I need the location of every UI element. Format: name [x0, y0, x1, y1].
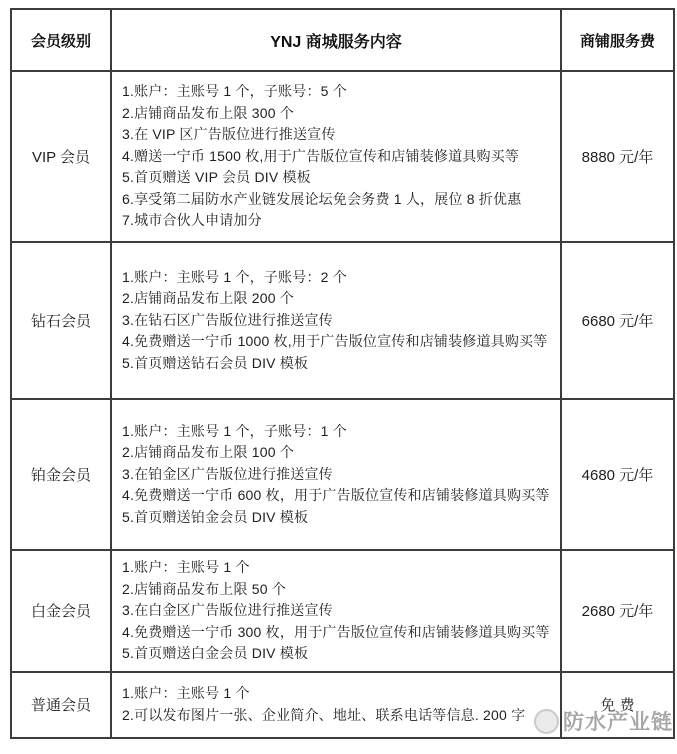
service-line: 5.首页赠送 VIP 会员 DIV 模板 — [122, 169, 311, 186]
fee-value: 4680 元/年 — [561, 399, 674, 550]
services-cell — [111, 399, 561, 550]
service-line: 4.免费赠送一宁币 600 枚，用于广告版位宣传和店铺装修道具购买等 — [122, 487, 550, 504]
service-line: 2.可以发布图片一张、企业简介、地址、联系电话等信息. 200 字 — [122, 706, 526, 723]
service-line: 1.账户：主账号 1 个，子账号：1 个 — [122, 422, 347, 439]
service-line: 2.店铺商品发布上限 50 个 — [122, 580, 287, 597]
services-cell — [111, 550, 561, 672]
member-level-label: 铂金会员 — [11, 399, 111, 550]
service-line: 6.享受第二届防水产业链发展论坛免会务费 1 人，展位 8 折优惠 — [122, 190, 522, 207]
table-row-regular — [11, 672, 674, 738]
header-service-content: YNJ 商城服务内容 — [111, 9, 561, 71]
services-cell — [111, 71, 561, 242]
service-line: 3.在 VIP 区广告版位进行推送宣传 — [122, 126, 336, 143]
service-line: 1.账户：主账号 1 个 — [122, 559, 250, 575]
service-line: 4.免费赠送一宁币 1000 枚,用于广告版位宣传和店铺装修道具购买等 — [122, 333, 548, 350]
table-row-vip — [11, 71, 674, 242]
membership-pricing-table — [10, 8, 675, 739]
service-line: 1.账户：主账号 1 个 — [122, 685, 250, 701]
member-level-label: 钻石会员 — [11, 242, 111, 399]
fee-value: 8880 元/年 — [561, 71, 674, 242]
service-line: 1.账户：主账号 1 个，子账号：5 个 — [122, 83, 347, 100]
table-row-whitegold — [11, 550, 674, 672]
member-level-label: 普通会员 — [11, 672, 111, 738]
header-member-level: 会员级别 — [11, 9, 111, 71]
service-line: 5.首页赠送铂金会员 DIV 模板 — [122, 508, 309, 525]
header-service-fee: 商铺服务费 — [561, 9, 674, 71]
service-line: 4.赠送一宁币 1500 枚,用于广告版位宣传和店铺装修道具购买等 — [122, 147, 520, 164]
services-cell — [111, 242, 561, 399]
service-line: 5.首页赠送钻石会员 DIV 模板 — [122, 354, 309, 371]
watermark-text: 防水产业链 — [563, 711, 673, 734]
service-line: 3.在白金区广告版位进行推送宣传 — [122, 602, 333, 618]
table-header-row — [11, 9, 674, 71]
fee-value: 6680 元/年 — [561, 242, 674, 399]
services-cell — [111, 672, 561, 738]
fee-value: 免 费 — [561, 672, 674, 738]
fee-value: 2680 元/年 — [561, 550, 674, 672]
service-line: 4.免费赠送一宁币 300 枚，用于广告版位宣传和店铺装修道具购买等 — [122, 623, 550, 640]
service-line: 3.在钻石区广告版位进行推送宣传 — [122, 311, 333, 328]
service-line: 2.店铺商品发布上限 100 个 — [122, 444, 295, 461]
service-line: 7.城市合伙人申请加分 — [122, 212, 262, 229]
service-line: 5.首页赠送白金会员 DIV 模板 — [122, 645, 309, 661]
table-row-diamond — [11, 242, 674, 399]
service-line: 1.账户：主账号 1 个，子账号：2 个 — [122, 268, 347, 285]
member-level-label: 白金会员 — [11, 550, 111, 672]
table-row-platinum — [11, 399, 674, 550]
member-level-label: VIP 会员 — [11, 71, 111, 242]
service-line: 3.在铂金区广告版位进行推送宣传 — [122, 465, 333, 482]
service-line: 2.店铺商品发布上限 200 个 — [122, 290, 295, 307]
service-line: 2.店铺商品发布上限 300 个 — [122, 104, 295, 121]
